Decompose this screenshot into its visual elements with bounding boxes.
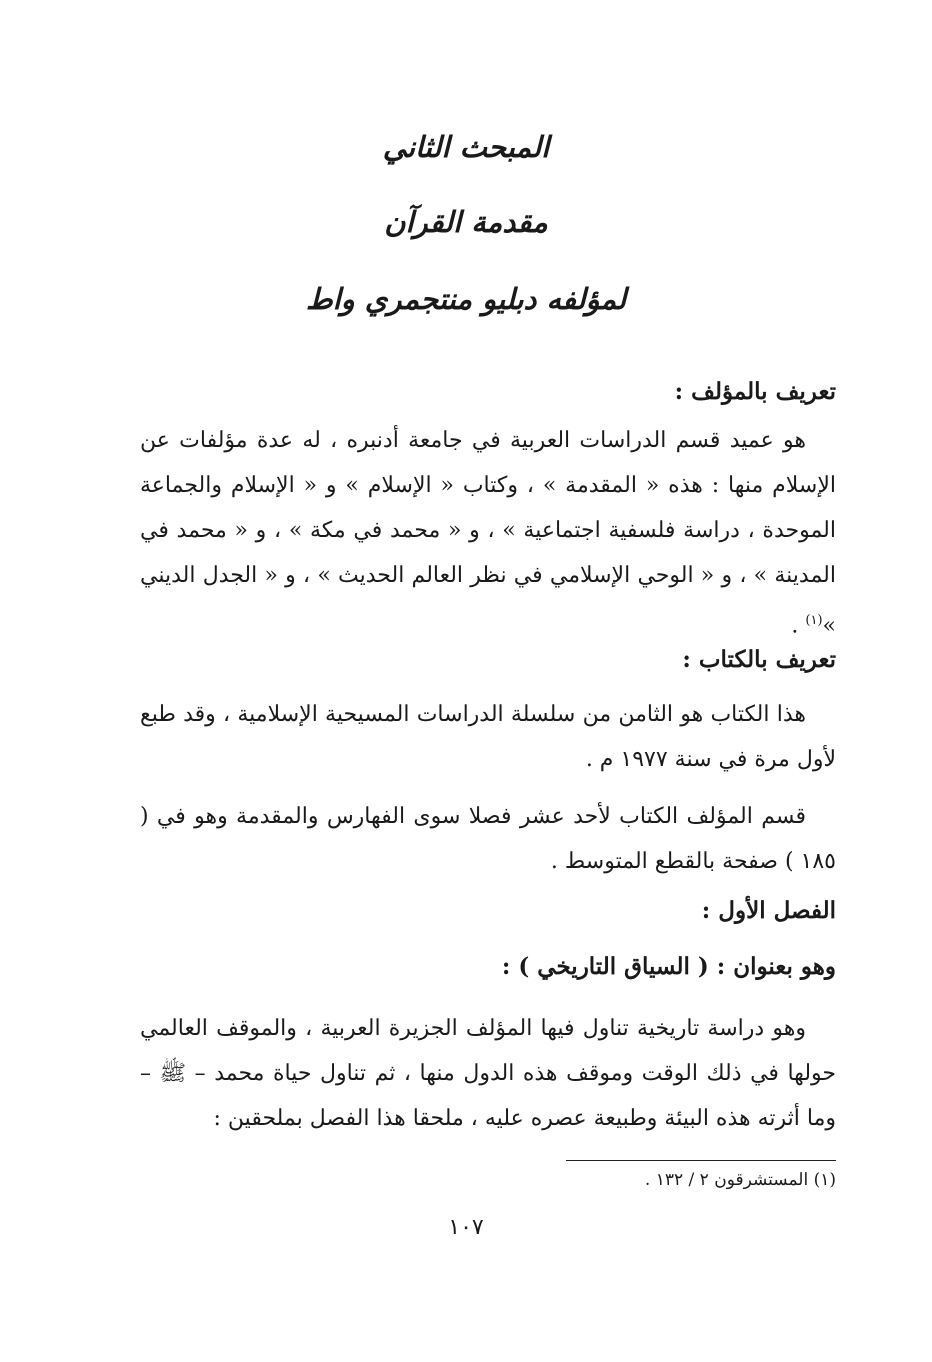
book-intro-paragraph-2: قسم المؤلف الكتاب لأحد عشر فصلا سوى الفهارس والمقدمة وهو في ( ١٨٥ ) صفحة بالقطع المتوسط . xyxy=(140,804,836,874)
author-intro-text: هو عميد قسم الدراسات العربية في جامعة أدنبره ، له عدة مؤلفات عن الإسلام منها : هذه « المقدمة » ، وكتاب « الإسلام » و « الإسلام والجماعة الموحدة ، دراسة فلسفية اجتماعية » ، و « محمد في مكة » ، و « محمد في المدينة » ، و « الوحي الإسلامي في نظر العالم الحديث » ، و « الجدل الديني » xyxy=(140,428,836,639)
footnote: (١) المستشرقون ٢ / ١٣٢ . xyxy=(644,1170,836,1190)
chapter-heading: الفصل الأول : xyxy=(701,897,836,924)
section-title: المبحث الثاني xyxy=(382,130,550,164)
book-intro-heading: تعريف بالكتاب : xyxy=(682,646,836,673)
page-number: ١٠٧ xyxy=(448,1215,484,1240)
author-intro-paragraph xyxy=(140,418,836,648)
footnote-divider xyxy=(566,1160,836,1161)
chapter-subheading: وهو بعنوان : ( السياق التاريخي ) : xyxy=(501,953,836,980)
book-intro-paragraph-1: هذا الكتاب هو الثامن من سلسلة الدراسات المسيحية الإسلامية ، وقد طبع لأول مرة في سنة ١٩٧٧ م . xyxy=(140,702,836,772)
book-title: مقدمة القرآن xyxy=(384,205,548,239)
author-intro-heading: تعريف بالمؤلف : xyxy=(674,378,836,405)
author-intro-end: . xyxy=(791,613,806,639)
footnote-reference: (١) xyxy=(805,613,823,628)
author-title: لمؤلفه دبليو منتجمري واط xyxy=(305,282,627,316)
chapter-paragraph: وهو دراسة تاريخية تناول فيها المؤلف الجزيرة العربية ، والموقف العالمي حولها في ذلك الوقت وموقف هذه الدول منها ، ثم تناول حياة محمد – ﷺ – وما أثرته هذه البيئة وطبيعة عصره عليه ، ملحقا هذا الفصل بملحقين : xyxy=(140,1016,836,1131)
